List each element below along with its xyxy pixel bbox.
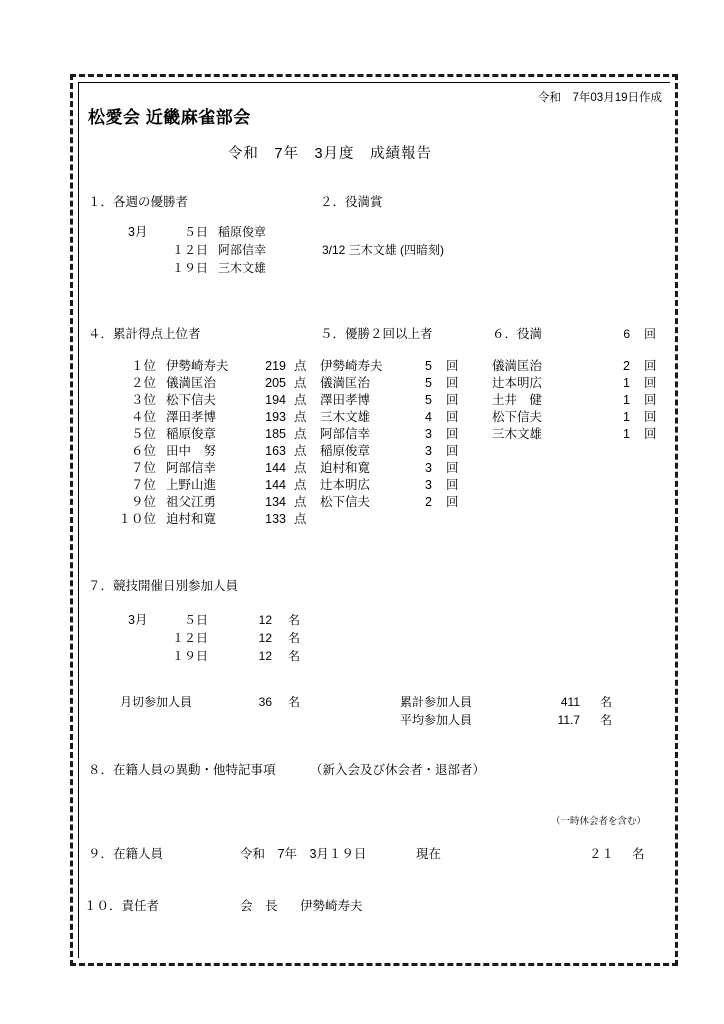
yakuman-unit: 回 [644,393,657,407]
report-title: 令和 7年 3月度 成績報告 [227,146,433,162]
rank: ３位 [130,393,156,407]
rank: １位 [130,359,156,373]
player-name: 祖父江勇 [166,495,217,509]
player-name: 儀満匡治 [320,376,371,390]
rank: ２位 [130,376,156,390]
points-unit: 点 [294,359,307,373]
section-2-entry: 3/12 三木文雄 (四暗刻) [322,243,445,257]
points-unit: 点 [294,495,307,509]
player-name: 辻本明広 [492,376,543,390]
win-count: 5 [425,359,432,373]
section-9-footnote: （一時休会者を含む） [550,816,646,827]
player-name: 三木文雄 [492,427,543,441]
player-name: 松下信夫 [492,410,543,424]
section-1-heading: １．各週の優勝者 [88,195,189,209]
win-count: 2 [425,495,432,509]
win-unit: 回 [446,444,459,458]
monthly-participants-unit: 名 [288,695,301,709]
points-unit: 点 [294,461,307,475]
points-unit: 点 [294,410,307,424]
section-10-name: 伊勢崎寿夫 [300,899,363,913]
player-name: 阿部信幸 [166,461,217,475]
win-count: 3 [425,444,432,458]
player-name: 儀満匡治 [166,376,217,390]
yakuman-unit: 回 [644,376,657,390]
section-7-unit: 名 [288,649,301,663]
points: 134 [265,495,286,509]
player-name: 稲原俊章 [166,427,217,441]
win-unit: 回 [446,478,459,492]
points: 163 [265,444,286,458]
section-7-count: 12 [258,631,272,645]
section-1-day: １２日 [171,243,208,257]
player-name: 澤田孝博 [166,410,217,424]
points: 205 [265,376,286,390]
section-1-winner-name: 稲原俊章 [218,225,267,239]
rank: ５位 [130,427,156,441]
player-name: 澤田孝博 [320,393,371,407]
points: 185 [265,427,286,441]
yakuman-count: 1 [623,427,630,441]
points: 194 [265,393,286,407]
section-10-role: 会 長 [240,899,278,913]
section-5-heading: ５．優勝２回以上者 [320,327,433,341]
section-7-day: ５日 [183,613,208,627]
section-7-unit: 名 [288,631,301,645]
yakuman-unit: 回 [644,410,657,424]
rank: ６位 [130,444,156,458]
section-1-winner-name: 三木文雄 [218,261,267,275]
yakuman-unit: 回 [644,427,657,441]
player-name: 稲原俊章 [320,444,371,458]
player-name: 辻本明広 [320,478,371,492]
player-name: 伊勢崎寿夫 [166,359,229,373]
win-unit: 回 [446,461,459,475]
player-name: 迫村和寛 [166,512,217,526]
section-7-count: 12 [258,649,272,663]
section-6-total-unit: 回 [644,327,657,341]
section-7-day: １９日 [171,649,208,663]
monthly-participants-label: 月切参加人員 [120,695,193,709]
player-name: 松下信夫 [166,393,217,407]
section-9-count: ２１ [588,847,614,861]
win-unit: 回 [446,410,459,424]
rank: ７位 [130,461,156,475]
yakuman-count: 2 [623,359,630,373]
section-10-heading: １０．責任者 [84,899,160,913]
section-2-heading: ２．役満賞 [320,195,383,209]
section-9-heading: ９．在籍人員 [88,847,164,861]
section-9-date: 令和 7年 3月１９日 [240,847,367,861]
yakuman-count: 1 [623,376,630,390]
points-unit: 点 [294,478,307,492]
section-7-count: 12 [258,613,272,627]
player-name: 田中 努 [166,444,217,458]
section-1-day: ５日 [183,225,208,239]
points: 219 [265,359,286,373]
section-7-unit: 名 [288,613,301,627]
monthly-participants-count: 36 [258,695,272,709]
player-name: 阿部信幸 [320,427,371,441]
section-6-heading: ６．役満 [492,327,543,341]
average-participants-label: 平均参加人員 [400,713,473,727]
win-unit: 回 [446,495,459,509]
section-7-day: １２日 [171,631,208,645]
win-unit: 回 [446,359,459,373]
player-name: 儀満匡治 [492,359,543,373]
player-name: 迫村和寛 [320,461,371,475]
win-count: 5 [425,393,432,407]
section-9-unit: 名 [632,847,645,861]
player-name: 上野山進 [166,478,217,492]
win-unit: 回 [446,393,459,407]
rank: ９位 [130,495,156,509]
average-participants-unit: 名 [600,713,613,727]
section-1-month-label: 3月 [128,225,148,239]
points-unit: 点 [294,444,307,458]
win-count: 3 [425,427,432,441]
created-date: 令和 7年03月19日作成 [538,92,662,104]
section-9-asof: 現在 [416,847,442,861]
section-1-day: １９日 [171,261,208,275]
points: 144 [265,478,286,492]
rank: ７位 [130,478,156,492]
player-name: 松下信夫 [320,495,371,509]
section-8-note: （新入会及び休会者・退部者） [310,763,486,777]
win-count: 3 [425,478,432,492]
section-1-winner-name: 阿部信幸 [218,243,267,257]
rank: １０位 [118,512,156,526]
points-unit: 点 [294,393,307,407]
win-unit: 回 [446,427,459,441]
section-7-heading: ７．競技開催日別参加人員 [88,579,239,593]
yakuman-unit: 回 [644,359,657,373]
cumulative-participants-unit: 名 [600,695,613,709]
win-count: 4 [425,410,432,424]
points-unit: 点 [294,512,307,526]
section-4-heading: ４．累計得点上位者 [88,327,201,341]
average-participants-count: 11.7 [557,713,580,727]
section-7-month-label: 3月 [128,613,148,627]
yakuman-count: 1 [623,410,630,424]
page-title: 松愛会 近畿麻雀部会 [88,108,251,127]
cumulative-participants-label: 累計参加人員 [400,695,473,709]
section-6-total-count: 6 [623,327,630,341]
points-unit: 点 [294,427,307,441]
points: 193 [265,410,286,424]
player-name: 伊勢崎寿夫 [320,359,383,373]
win-count: 3 [425,461,432,475]
rank: ４位 [130,410,156,424]
points: 144 [265,461,286,475]
yakuman-count: 1 [623,393,630,407]
player-name: 土井 健 [492,393,543,407]
section-8-heading: ８．在籍人員の異動・他特記事項 [88,763,276,777]
player-name: 三木文雄 [320,410,371,424]
points-unit: 点 [294,376,307,390]
win-count: 5 [425,376,432,390]
win-unit: 回 [446,376,459,390]
points: 133 [265,512,286,526]
cumulative-participants-count: 411 [560,695,580,709]
